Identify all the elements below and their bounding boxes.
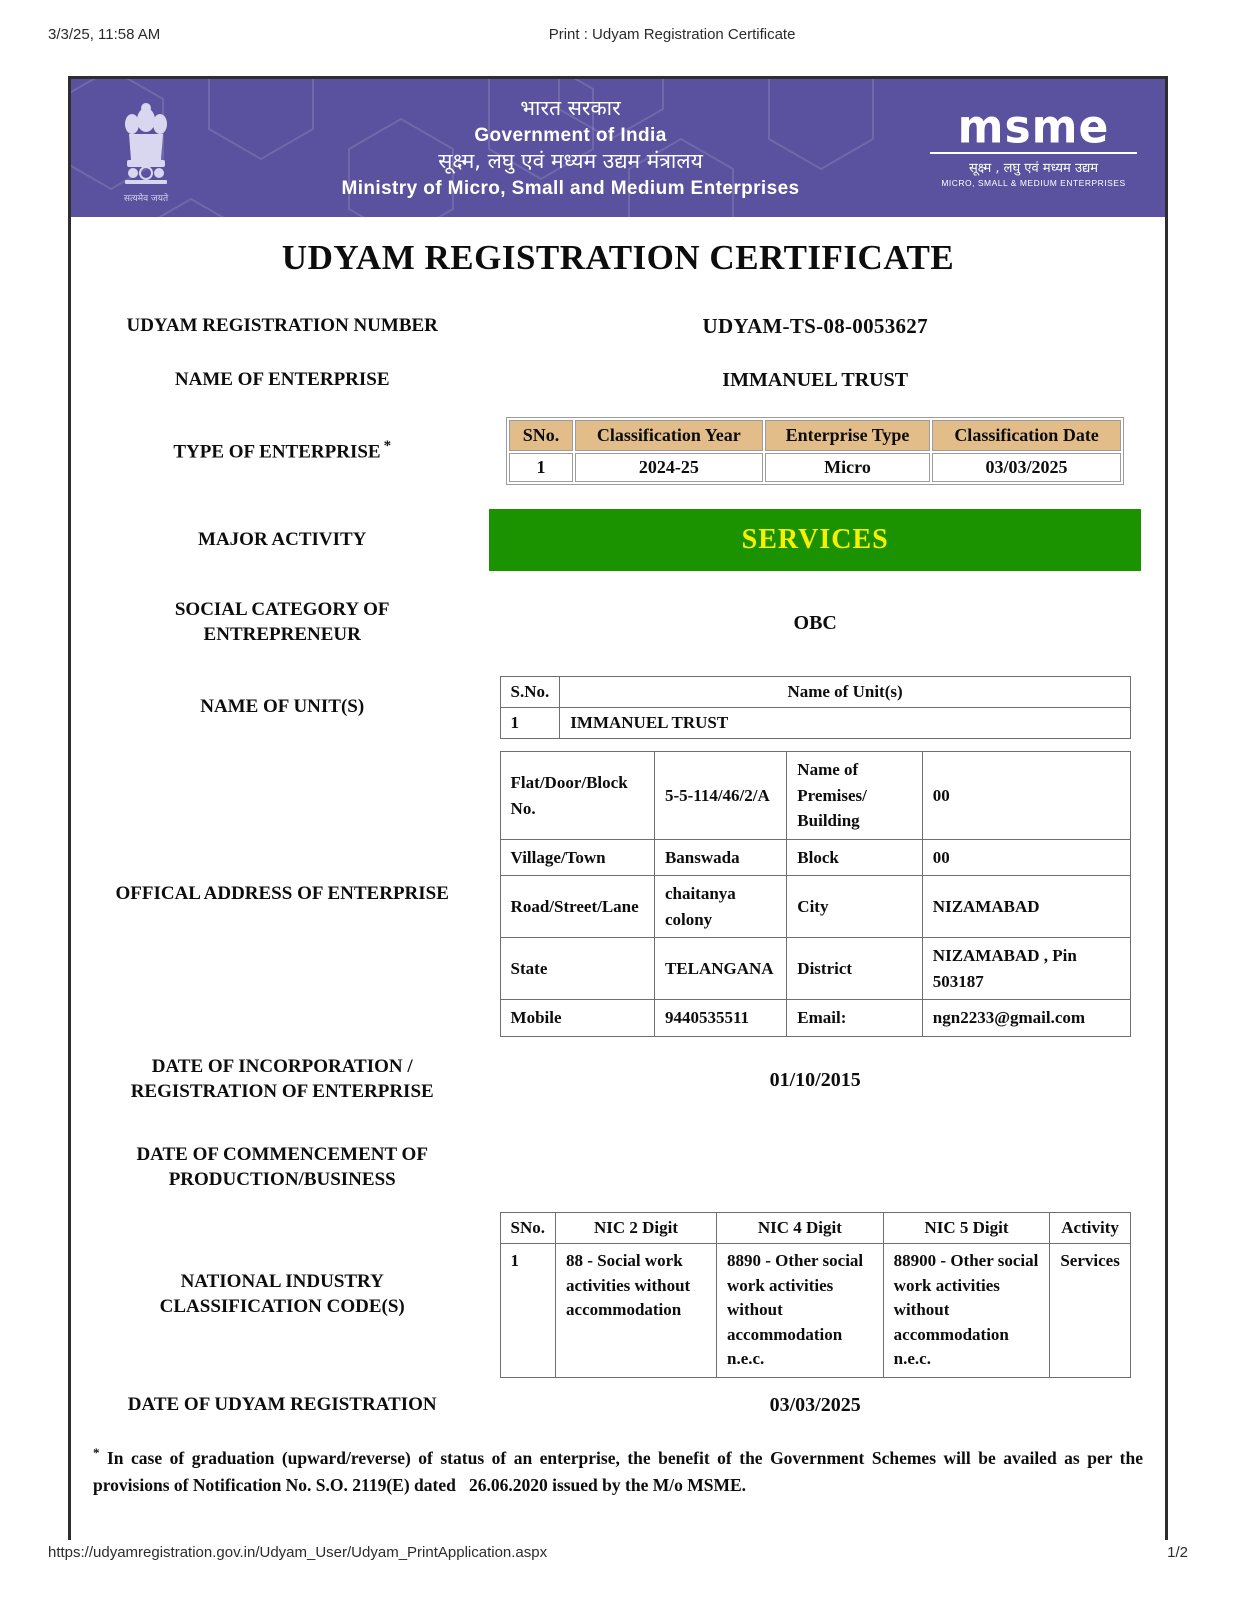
nic-table xyxy=(500,1212,1131,1378)
address-row xyxy=(71,753,1165,1035)
nic-label: NATIONAL INDUSTRY CLASSIFICATION CODE(S) xyxy=(159,1271,405,1317)
address-field-label: State xyxy=(500,938,654,1000)
emblem-caption: सत्यमेव जयते xyxy=(123,194,169,204)
print-footer-page: 1/2 xyxy=(1167,1544,1188,1561)
units-header: Name of Unit(s) xyxy=(560,676,1131,707)
major-activity-row xyxy=(71,495,1165,585)
units-header-row xyxy=(500,676,1130,707)
print-footer-spacer xyxy=(547,1544,1167,1561)
major-activity-label: MAJOR ACTIVITY xyxy=(198,528,367,550)
banner-hindi-ministry: सूक्ष्म, लघु एवं मध्यम उद्यम मंत्रालय xyxy=(438,149,703,173)
units-row xyxy=(71,661,1165,753)
social-category-row xyxy=(71,585,1165,661)
banner-headings xyxy=(221,95,930,201)
address-field-value: 9440535511 xyxy=(654,1000,786,1037)
footnote-asterisk: * xyxy=(93,1445,100,1460)
nic-cell: 1 xyxy=(500,1243,555,1377)
address-field-label: Block xyxy=(787,839,923,876)
address-field-value: TELANGANA xyxy=(654,938,786,1000)
incorporation-date-value: 01/10/2015 xyxy=(769,1068,861,1091)
msme-logo-wordmark: msme xyxy=(957,100,1110,155)
banner-english-ministry: Ministry of Micro, Small and Medium Enterprises xyxy=(341,177,800,199)
address-field-label: City xyxy=(787,876,923,938)
address-field-label: Road/Street/Lane xyxy=(500,876,654,938)
ashoka-emblem xyxy=(71,92,221,204)
classification-cell: Micro xyxy=(765,453,930,482)
print-footer-url: https://udyamregistration.gov.in/Udyam_User/Udyam_PrintApplication.aspx xyxy=(48,1544,548,1561)
udyam-registration-date-label: DATE OF UDYAM REGISTRATION xyxy=(127,1393,437,1415)
nic-row xyxy=(71,1211,1165,1379)
address-table xyxy=(500,751,1131,1037)
nic-cell: 8890 - Other social work activities without accommodation n.e.c. xyxy=(717,1243,884,1377)
address-table-row xyxy=(500,938,1130,1000)
social-category-value: OBC xyxy=(793,611,837,634)
address-field-label: Village/Town xyxy=(500,839,654,876)
classification-header: Classification Year xyxy=(575,420,763,451)
nic-header: NIC 4 Digit xyxy=(717,1212,884,1243)
nic-header: NIC 2 Digit xyxy=(556,1212,717,1243)
classification-cell: 03/03/2025 xyxy=(932,453,1121,482)
classification-header-row xyxy=(509,420,1121,451)
nic-header-row xyxy=(500,1212,1130,1243)
address-field-value: NIZAMABAD xyxy=(922,876,1130,938)
units-cell: IMMANUEL TRUST xyxy=(560,707,1131,738)
print-header-title: Print : Udyam Registration Certificate xyxy=(548,26,796,43)
footnote xyxy=(71,1431,1165,1499)
address-table-row xyxy=(500,876,1130,938)
social-category-label: SOCIAL CATEGORY OF ENTREPRENEUR xyxy=(174,599,390,645)
address-table-row xyxy=(500,1000,1130,1037)
msme-logo xyxy=(930,100,1165,188)
print-header xyxy=(48,26,1188,43)
enterprise-name-value: IMMANUEL TRUST xyxy=(722,368,909,391)
ministry-banner xyxy=(71,79,1165,217)
units-data-row xyxy=(500,707,1130,738)
units-table xyxy=(500,676,1131,739)
address-field-label: Mobile xyxy=(500,1000,654,1037)
units-label: NAME OF UNIT(S) xyxy=(200,695,365,717)
print-header-spacer xyxy=(1184,26,1188,43)
print-footer xyxy=(48,1544,1188,1561)
address-field-label: Flat/Door/Block No. xyxy=(500,752,654,840)
classification-data-row xyxy=(509,453,1121,482)
type-asterisk: * xyxy=(383,437,392,454)
registration-number-value: UDYAM-TS-08-0053627 xyxy=(702,313,928,338)
classification-cell: 1 xyxy=(509,453,572,482)
certificate-frame xyxy=(68,76,1168,1540)
footnote-text: In case of graduation (upward/reverse) of status of an enterprise, the benefit of the Government Schemes will be availed as per the provisions of Notification No. S.O. 2119(E) dated 26.06.2020 issued by the M/o MSME. xyxy=(93,1447,1144,1495)
incorporation-date-label: DATE OF INCORPORATION / REGISTRATION OF ENTERPRISE xyxy=(130,1056,434,1102)
classification-header: SNo. xyxy=(509,420,572,451)
type-of-enterprise-row xyxy=(71,407,1165,495)
enterprise-name-label: NAME OF ENTERPRISE xyxy=(174,368,390,390)
type-of-enterprise-label-text: TYPE OF ENTERPRISE xyxy=(173,441,381,463)
print-header-datetime: 3/3/25, 11:58 AM xyxy=(48,26,161,43)
address-field-value: NIZAMABAD , Pin 503187 xyxy=(922,938,1130,1000)
incorporation-date-row xyxy=(71,1035,1165,1125)
classification-cell: 2024-25 xyxy=(575,453,763,482)
classification-header: Enterprise Type xyxy=(765,420,930,451)
certificate-title: UDYAM REGISTRATION CERTIFICATE xyxy=(281,238,955,277)
major-activity-banner xyxy=(489,509,1140,571)
address-field-value: ngn2233@gmail.com xyxy=(922,1000,1130,1037)
major-activity-value: SERVICES xyxy=(741,524,889,555)
address-field-value: chaitanya colony xyxy=(654,876,786,938)
nic-cell: Services xyxy=(1050,1243,1131,1377)
classification-header: Classification Date xyxy=(932,420,1121,451)
nic-header: NIC 5 Digit xyxy=(883,1212,1050,1243)
commencement-date-label: DATE OF COMMENCEMENT OF PRODUCTION/BUSINESS xyxy=(136,1144,428,1190)
address-field-label: District xyxy=(787,938,923,1000)
banner-hindi-government: भारत सरकार xyxy=(520,96,621,121)
msme-logo-caption: MICRO, SMALL & MEDIUM ENTERPRISES xyxy=(941,177,1126,188)
address-field-value: Banswada xyxy=(654,839,786,876)
units-header: S.No. xyxy=(500,676,560,707)
address-field-value: 00 xyxy=(922,839,1130,876)
classification-table xyxy=(506,417,1124,485)
nic-cell: 88900 - Other social work activities without accommodation n.e.c. xyxy=(883,1243,1050,1377)
address-field-value: 5-5-114/46/2/A xyxy=(654,752,786,840)
ashoka-emblem-icon xyxy=(115,98,177,190)
address-field-label: Email: xyxy=(787,1000,923,1037)
udyam-registration-date-value: 03/03/2025 xyxy=(769,1393,861,1416)
udyam-registration-date-row xyxy=(71,1379,1165,1431)
address-table-row xyxy=(500,752,1130,840)
commencement-date-row xyxy=(71,1125,1165,1211)
type-of-enterprise-label xyxy=(85,437,479,465)
nic-data-row xyxy=(500,1243,1130,1377)
units-cell: 1 xyxy=(500,707,560,738)
msme-logo-hindi: सूक्ष्म , लघु एवं मध्यम उद्यम xyxy=(930,152,1137,176)
address-label: OFFICAL ADDRESS OF ENTERPRISE xyxy=(115,882,449,904)
enterprise-name-row xyxy=(71,353,1165,407)
address-field-value: 00 xyxy=(922,752,1130,840)
address-field-label: Name of Premises/ Building xyxy=(787,752,923,840)
banner-english-government: Government of India xyxy=(474,124,667,146)
address-table-row xyxy=(500,839,1130,876)
registration-number-row xyxy=(71,299,1165,353)
registration-number-label: UDYAM REGISTRATION NUMBER xyxy=(126,314,438,336)
nic-header: SNo. xyxy=(500,1212,555,1243)
nic-cell: 88 - Social work activities without accommodation xyxy=(556,1243,717,1377)
nic-header: Activity xyxy=(1050,1212,1131,1243)
